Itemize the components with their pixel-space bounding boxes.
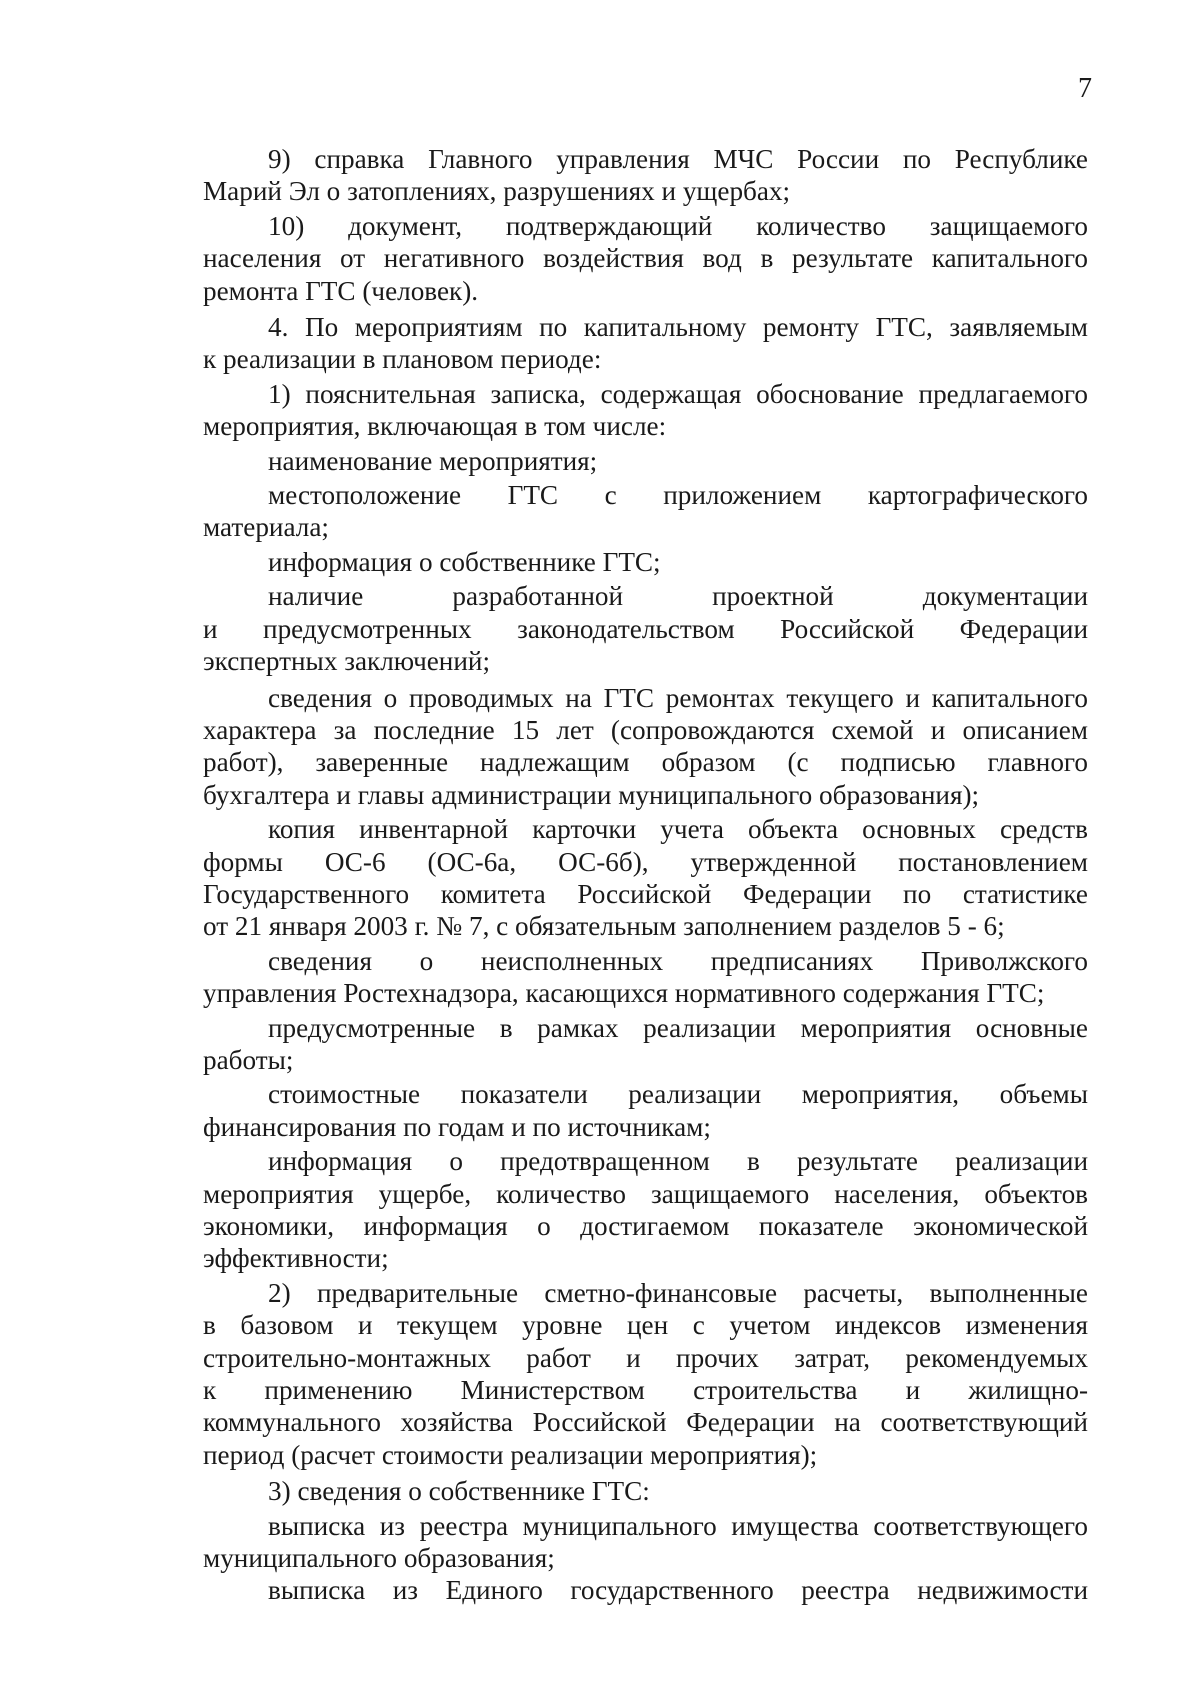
text-line: Государственного комитета Российской Федерации по статистике <box>203 878 1088 909</box>
text-line: и предусмотренных законодательством Российской Федерации <box>203 613 1088 644</box>
text-line: выписка из реестра муниципального имущества соответствующего <box>268 1510 1088 1541</box>
paragraph <box>203 1510 1088 1575</box>
text-line: работ), заверенные надлежащим образом (с подписью главного <box>203 747 1088 778</box>
text-line: к реализации в плановом периоде: <box>203 344 602 375</box>
paragraph <box>203 682 1088 812</box>
text-line: 10) документ, подтверждающий количество защищаемого <box>268 210 1088 241</box>
text-line: местоположение ГТС с приложением картографического <box>268 480 1088 511</box>
text-line: предусмотренные в рамках реализации мероприятия основные <box>268 1012 1088 1043</box>
text-line: 2) предварительные сметно-финансовые расчеты, выполненные <box>268 1277 1088 1308</box>
text-line: от 21 января 2003 г. № 7, с обязательным заполнением разделов 5 - 6; <box>203 911 1005 942</box>
text-line: бухгалтера и главы администрации муниципального образования); <box>203 779 980 810</box>
text-line: 9) справка Главного управления МЧС России по Республике <box>268 144 1088 174</box>
text-line: период (расчет стоимости реализации мероприятия); <box>203 1439 818 1470</box>
text-line: наличие разработанной проектной документации <box>268 581 1088 612</box>
text-line: коммунального хозяйства Российской Федерации на соответствующий <box>203 1407 1088 1438</box>
text-line: ремонта ГТС (человек). <box>203 275 479 306</box>
text-line: Марий Эл о затоплениях, разрушениях и ущербах; <box>203 176 791 207</box>
text-line: работы; <box>203 1044 294 1075</box>
text-line: финансирования по годам и по источникам; <box>203 1111 711 1142</box>
paragraph <box>203 1012 1088 1077</box>
text-line: в базовом и текущем уровне цен с учетом индексов изменения <box>203 1310 1088 1341</box>
document-body <box>203 143 1088 1607</box>
page-number: 7 <box>1078 73 1092 104</box>
text-line: выписка из Единого государственного реестра недвижимости <box>268 1575 1088 1606</box>
paragraph <box>203 1078 1088 1143</box>
paragraph <box>203 1277 1088 1471</box>
text-line: сведения о проводимых на ГТС ремонтах текущего и капитального <box>268 682 1088 713</box>
text-line: управления Ростехнадзора, касающихся нормативного содержания ГТС; <box>203 978 1045 1009</box>
paragraph <box>203 378 1088 443</box>
text-line: информация о предотвращенном в результате реализации <box>268 1146 1088 1177</box>
text-line: экспертных заключений; <box>203 646 491 677</box>
text-line: характера за последние 15 лет (сопровождаются схемой и описанием <box>203 714 1088 745</box>
text-line: информация о собственнике ГТС; <box>268 546 661 577</box>
text-line: наименование мероприятия; <box>268 445 598 476</box>
text-line: мероприятия, включающая в том числе: <box>203 411 667 442</box>
paragraph <box>203 813 1088 943</box>
text-line: строительно-монтажных работ и прочих затрат, рекомендуемых <box>203 1342 1088 1373</box>
text-line: муниципального образования; <box>203 1543 555 1574</box>
text-line: экономики, информация о достигаемом показателе экономической <box>203 1211 1088 1241</box>
text-line: сведения о неисполненных предписаниях Приволжского <box>268 945 1088 976</box>
text-line: эффективности; <box>203 1243 389 1274</box>
text-line: формы ОС-6 (ОС-6а, ОС-6б), утвержденной постановлением <box>203 846 1088 877</box>
paragraph <box>203 210 1088 307</box>
paragraph <box>203 479 1088 544</box>
text-line: 4. По мероприятиям по капитальному ремонту ГТС, заявляемым <box>268 312 1088 343</box>
paragraph <box>203 445 1088 477</box>
text-line: к применению Министерством строительства и жилищно- <box>203 1375 1088 1406</box>
paragraph <box>203 143 1088 208</box>
text-line: населения от негативного воздействия вод в результате капитального <box>203 243 1088 274</box>
text-line: стоимостные показатели реализации мероприятия, объемы <box>268 1079 1088 1110</box>
text-line: 3) сведения о собственнике ГТС: <box>268 1476 650 1507</box>
text-line: мероприятия ущербе, количество защищаемого населения, объектов <box>203 1178 1088 1209</box>
paragraph <box>203 311 1088 376</box>
paragraph <box>203 1145 1088 1275</box>
text-line: копия инвентарной карточки учета объекта основных средств <box>268 814 1088 845</box>
text-line: материала; <box>203 512 329 543</box>
paragraph <box>203 546 1088 578</box>
paragraph <box>203 580 1088 677</box>
paragraph <box>203 1475 1088 1507</box>
paragraph <box>203 945 1088 1010</box>
text-line: 1) пояснительная записка, содержащая обоснование предлагаемого <box>268 378 1088 409</box>
paragraph <box>203 1574 1088 1606</box>
